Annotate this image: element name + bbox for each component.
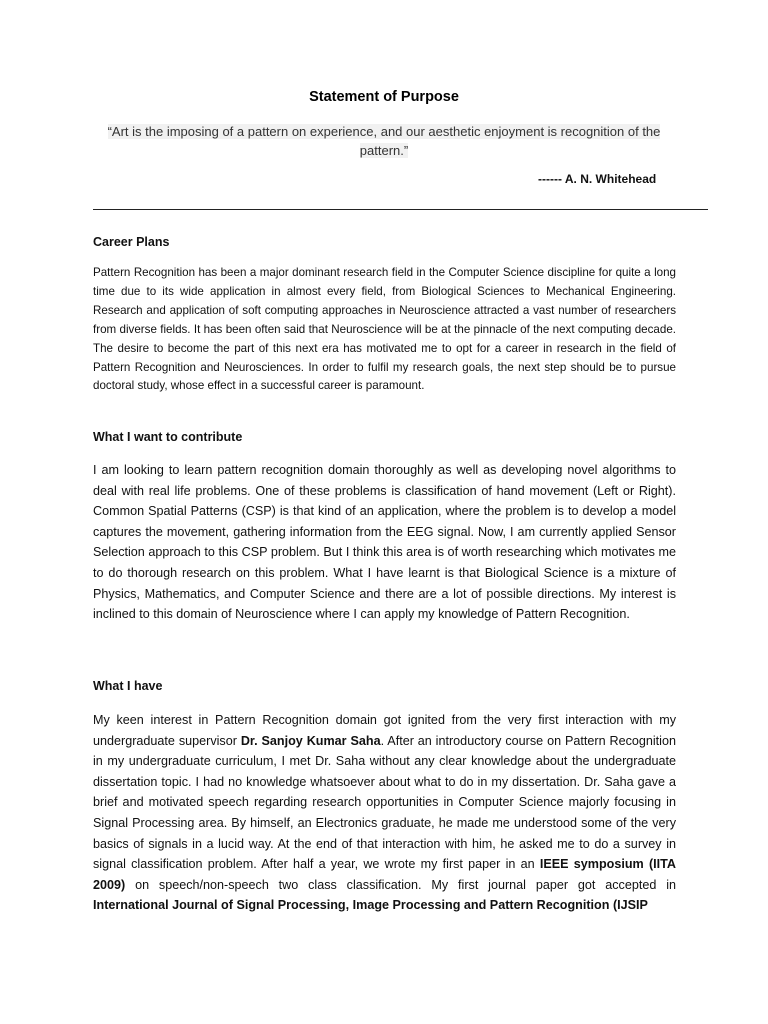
horizontal-divider <box>93 209 708 210</box>
supervisor-name: Dr. Sanjoy Kumar Saha <box>240 733 381 748</box>
epigraph-attribution: ------ A. N. Whitehead <box>538 172 657 186</box>
para-text-2: . After an introductory course on Pattern Recognition in my undergraduate curriculum, I met Dr. Saha without any clear knowledge about the undergraduate dissertation topic. I had no knowledge whatsoever about what to do in my dissertation. Dr. Saha gave a brief and motivated speech regarding research opportunities in Computer Science majorly focusing in Signal Processing area. By himself, an Electronics graduate, he made me understood some of the very basics of signals in a lucid way. At the end of that interaction with him, he asked me to do a survey in signal classification problem. After half a year, we wrote my first paper in an <box>93 733 676 872</box>
paragraph-what-i-have <box>93 710 676 916</box>
paragraph-career-plans: Pattern Recognition has been a major dominant research field in the Computer Science discipline for quite a long time due to its wide application in almost every field, from Biological Sciences to Mechanical Engineering. Research and application of soft computing approaches in Neuroscience attracted a vast number of researchers from diverse fields. It has been often said that Neuroscience will be at the pinnacle of the next computing decade. The desire to become the part of this next era has motivated me to opt for a career in research in the field of Pattern Recognition and Neurosciences. In order to fulfil my research goals, the next step should be to pursue doctoral study, whose effect in a successful career is paramount. <box>93 266 676 393</box>
heading-what-i-want-to-contribute: What I want to contribute <box>93 430 243 444</box>
paragraph-contribute: I am looking to learn pattern recognition domain thoroughly as well as developing novel algorithms to deal with real life problems. One of these problems is classification of hand movement (Left or Right). Common Spatial Patterns (CSP) is that kind of an application, where the problem is to develop a model captures the movement, gathering information from the EEG signal. Now, I am currently applied Sensor Selection approach to this CSP problem. But I think this area is of worth researching which motivates me to do thorough research on this problem. What I have learnt is that Biological Science is a mixture of Physics, Mathematics, and Computer Science and there are a lot of possible directions. My interest is inclined to this domain of Neuroscience where I can apply my knowledge of Pattern Recognition. <box>93 463 676 622</box>
para-text-1: My keen interest in Pattern Recognition domain got ignited from the very first interaction with my undergraduate supervisor <box>93 713 676 748</box>
journal-name: International Journal of Signal Processing, Image Processing and Pattern Recognition (IJSIP <box>93 898 648 913</box>
para-text-3: on speech/non-speech two class classification. My first journal paper got accepted in <box>125 877 676 892</box>
epigraph-quote <box>92 122 676 160</box>
document-title: Statement of Purpose <box>309 89 459 105</box>
epigraph-quote-text: “Art is the imposing of a pattern on experience, and our aesthetic enjoyment is recognition of the pattern.” <box>107 124 661 158</box>
ieee-symposium: IEEE symposium (IITA 2009) <box>93 857 676 892</box>
heading-career-plans: Career Plans <box>93 235 170 249</box>
heading-what-i-have: What I have <box>93 679 163 693</box>
